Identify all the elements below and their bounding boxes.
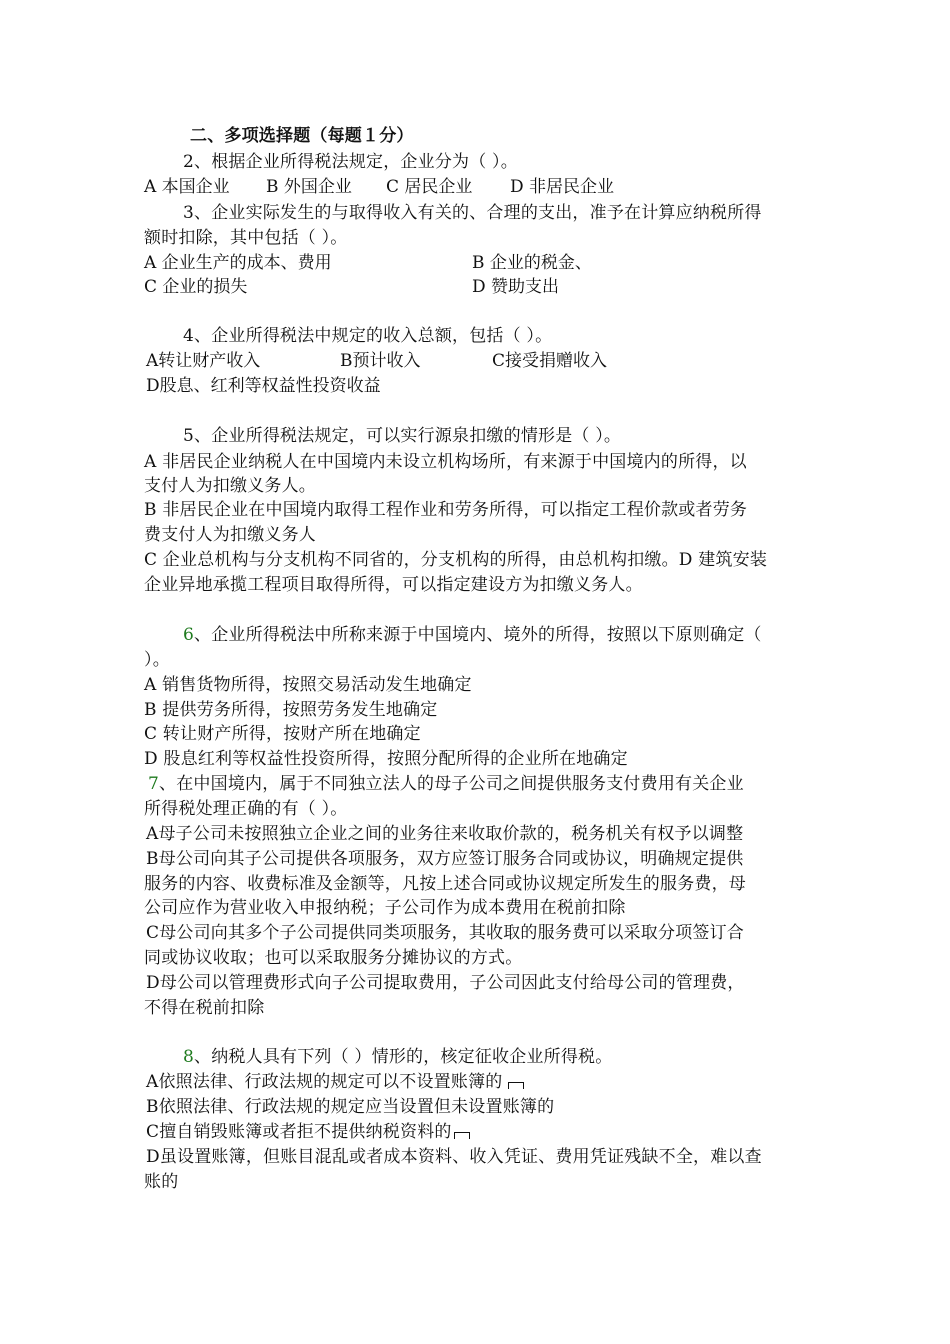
q7-continuation: 所得税处理正确的有（ ）。	[144, 799, 348, 819]
q8-option-c	[146, 1120, 470, 1144]
question-3-line-2: 额时扣除，其中包括（ ）。	[144, 228, 348, 248]
q5-line-4: 费支付人为扣缴义务人	[144, 525, 316, 545]
q8-option-a-text: A依照法律、行政法规的规定可以不设置账簿的	[146, 1072, 503, 1092]
q8-number: 8	[183, 1047, 195, 1067]
q7-line-8: 不得在税前扣除	[144, 998, 265, 1018]
q6-option-a: A 销售货物所得，按照交易活动发生地确定	[144, 675, 472, 695]
q4-option-d: D股息、红利等权益性投资收益	[146, 376, 381, 396]
q3-option-b: B 企业的税金、	[472, 253, 592, 273]
q8-option-b: B依照法律、行政法规的规定应当设置但未设置账簿的	[146, 1097, 555, 1117]
q7-line-3: 服务的内容、收费标准及金额等，凡按上述合同或协议规定所发生的服务费，母	[144, 874, 746, 894]
question-4: 4、企业所得税法中规定的收入总额，包括（ ）。	[183, 326, 553, 346]
q8-option-d-line-2: 账的	[144, 1172, 179, 1192]
q4-option-b: B预计收入	[340, 351, 421, 371]
q6-text: 、企业所得税法中所称来源于中国境内、境外的所得，按照以下原则确定（	[194, 625, 762, 645]
q7-number: 7	[148, 774, 160, 794]
q7-line-7: D母公司以管理费形式向子公司提取费用，子公司因此支付给母公司的管理费，	[146, 973, 745, 993]
question-3-line-1: 3、企业实际发生的与取得收入有关的、合理的支出，准予在计算应纳税所得	[183, 203, 762, 223]
q8-option-d-line-1: D虽设置账簿，但账目混乱或者成本资料、收入凭证、费用凭证残缺不全，难以查	[146, 1147, 762, 1167]
q7-text: 、在中国境内，属于不同独立法人的母子公司之间提供服务支付费用有关企业	[159, 774, 744, 794]
q6-continuation: ）。	[144, 650, 170, 670]
question-7	[148, 772, 744, 796]
q6-option-c: C 转让财产所得，按财产所在地确定	[144, 724, 421, 744]
q3-option-c: C 企业的损失	[144, 277, 248, 297]
q8-option-c-text: C擅自销毁账簿或者拒不提供纳税资料的	[146, 1122, 452, 1142]
q7-line-5: C母公司向其多个子公司提供同类项服务，其收取的服务费可以采取分项签订合	[146, 923, 745, 943]
question-6	[183, 623, 762, 647]
section-title: 二、多项选择题（每题１分）	[190, 126, 414, 146]
q2-option-d: D 非居民企业	[510, 177, 615, 197]
q4-option-a: A转让财产收入	[146, 351, 261, 371]
q6-option-b: B 提供劳务所得，按照劳务发生地确定	[144, 700, 438, 720]
question-5: 5、企业所得税法规定，可以实行源泉扣缴的情形是（ ）。	[183, 426, 622, 446]
q6-number: 6	[183, 625, 195, 645]
q5-line-5: C 企业总机构与分支机构不同省的，分支机构的所得，由总机构扣缴。D 建筑安装	[144, 550, 768, 570]
q2-option-b: B 外国企业	[266, 177, 352, 197]
q3-option-a: A 企业生产的成本、费用	[144, 253, 332, 273]
q5-line-6: 企业异地承揽工程项目取得所得，可以指定建设方为扣缴义务人。	[144, 575, 643, 595]
q7-line-1: A母子公司未按照独立企业之间的业务往来收取价款的，税务机关有权予以调整	[146, 824, 744, 844]
edit-mark-icon	[508, 1082, 524, 1089]
q7-line-6: 同或协议收取；也可以采取服务分摊协议的方式。	[144, 948, 523, 968]
q5-line-2: 支付人为扣缴义务人。	[144, 476, 316, 496]
q8-text: 、纳税人具有下列（ ）情形的，核定征收企业所得税。	[194, 1047, 613, 1067]
edit-mark-icon	[454, 1132, 470, 1139]
q2-option-c: C 居民企业	[386, 177, 473, 197]
q5-line-3: B 非居民企业在中国境内取得工程作业和劳务所得，可以指定工程价款或者劳务	[144, 500, 748, 520]
q8-option-a	[146, 1070, 524, 1094]
q7-line-4: 公司应作为营业收入申报纳税；子公司作为成本费用在税前扣除	[144, 898, 626, 918]
q6-option-d: D 股息红利等权益性投资所得，按照分配所得的企业所在地确定	[144, 749, 628, 769]
question-2: 2、根据企业所得税法规定，企业分为（ ）。	[183, 152, 518, 172]
question-8	[183, 1045, 612, 1069]
q5-line-1: A 非居民企业纳税人在中国境内未设立机构场所，有来源于中国境内的所得，以	[144, 452, 747, 472]
q7-line-2: B母公司向其子公司提供各项服务，双方应签订服务合同或协议，明确规定提供	[146, 849, 744, 869]
q3-option-d: D 赞助支出	[472, 277, 560, 297]
q2-option-a: A 本国企业	[144, 177, 230, 197]
q4-option-c: C接受捐赠收入	[492, 351, 608, 371]
